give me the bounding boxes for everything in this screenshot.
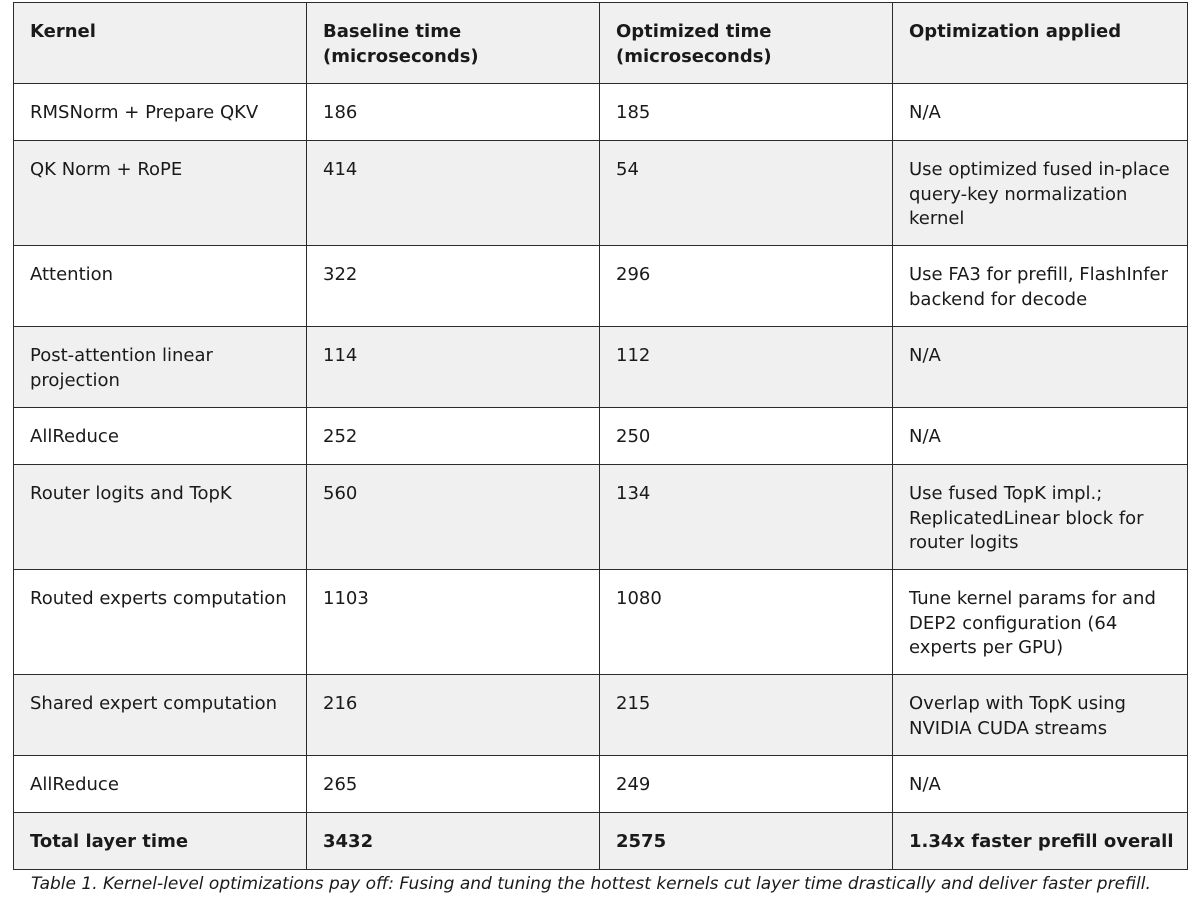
table-header-row	[14, 3, 1188, 84]
table-row	[14, 84, 1188, 141]
cell-kernel: RMSNorm + Prepare QKV	[14, 84, 307, 141]
cell-optimization: Use FA3 for prefill, FlashInfer backend for decode	[893, 246, 1188, 327]
cell-baseline: 252	[307, 408, 600, 465]
total-label: Total layer time	[14, 813, 307, 870]
cell-baseline: 114	[307, 327, 600, 408]
cell-optimized: 250	[600, 408, 893, 465]
cell-kernel: Attention	[14, 246, 307, 327]
cell-baseline: 322	[307, 246, 600, 327]
cell-optimized: 249	[600, 756, 893, 813]
total-row	[14, 813, 1188, 870]
cell-optimization: N/A	[893, 756, 1188, 813]
header-baseline-time: Baseline time (microseconds)	[307, 3, 600, 84]
header-kernel: Kernel	[14, 3, 307, 84]
cell-kernel: Post-attention linear projection	[14, 327, 307, 408]
cell-kernel: Shared expert computation	[14, 675, 307, 756]
cell-optimized: 185	[600, 84, 893, 141]
header-optimization-applied: Optimization applied	[893, 3, 1188, 84]
cell-optimized: 296	[600, 246, 893, 327]
table-row	[14, 327, 1188, 408]
table-row	[14, 756, 1188, 813]
cell-optimization: Tune kernel params for and DEP2 configuration (64 experts per GPU)	[893, 570, 1188, 675]
cell-optimization: N/A	[893, 327, 1188, 408]
cell-optimized: 134	[600, 465, 893, 570]
cell-baseline: 186	[307, 84, 600, 141]
cell-optimized: 54	[600, 141, 893, 246]
table-row	[14, 675, 1188, 756]
cell-optimized: 112	[600, 327, 893, 408]
cell-kernel: AllReduce	[14, 756, 307, 813]
cell-baseline: 414	[307, 141, 600, 246]
cell-optimized: 1080	[600, 570, 893, 675]
total-baseline: 3432	[307, 813, 600, 870]
cell-optimization: Use fused TopK impl.; ReplicatedLinear block for router logits	[893, 465, 1188, 570]
cell-kernel: AllReduce	[14, 408, 307, 465]
cell-optimized: 215	[600, 675, 893, 756]
cell-baseline: 560	[307, 465, 600, 570]
cell-optimization: Use optimized fused in-place query-key normalization kernel	[893, 141, 1188, 246]
header-optimized-time: Optimized time (microseconds)	[600, 3, 893, 84]
cell-kernel: Router logits and TopK	[14, 465, 307, 570]
cell-kernel: QK Norm + RoPE	[14, 141, 307, 246]
table-row	[14, 408, 1188, 465]
cell-baseline: 216	[307, 675, 600, 756]
cell-kernel: Routed experts computation	[14, 570, 307, 675]
table-row	[14, 465, 1188, 570]
table-row	[14, 570, 1188, 675]
cell-baseline: 265	[307, 756, 600, 813]
cell-baseline: 1103	[307, 570, 600, 675]
kernel-optimization-table	[13, 2, 1188, 870]
total-summary: 1.34x faster prefill overall	[893, 813, 1188, 870]
table-container	[13, 2, 1187, 870]
table-caption: Table 1. Kernel-level optimizations pay off: Fusing and tuning the hottest kernels cut layer time drastically and deliver faster prefill.	[31, 874, 1151, 894]
cell-optimization: Overlap with TopK using NVIDIA CUDA streams	[893, 675, 1188, 756]
table-row	[14, 246, 1188, 327]
cell-optimization: N/A	[893, 408, 1188, 465]
total-optimized: 2575	[600, 813, 893, 870]
table-row	[14, 141, 1188, 246]
cell-optimization: N/A	[893, 84, 1188, 141]
